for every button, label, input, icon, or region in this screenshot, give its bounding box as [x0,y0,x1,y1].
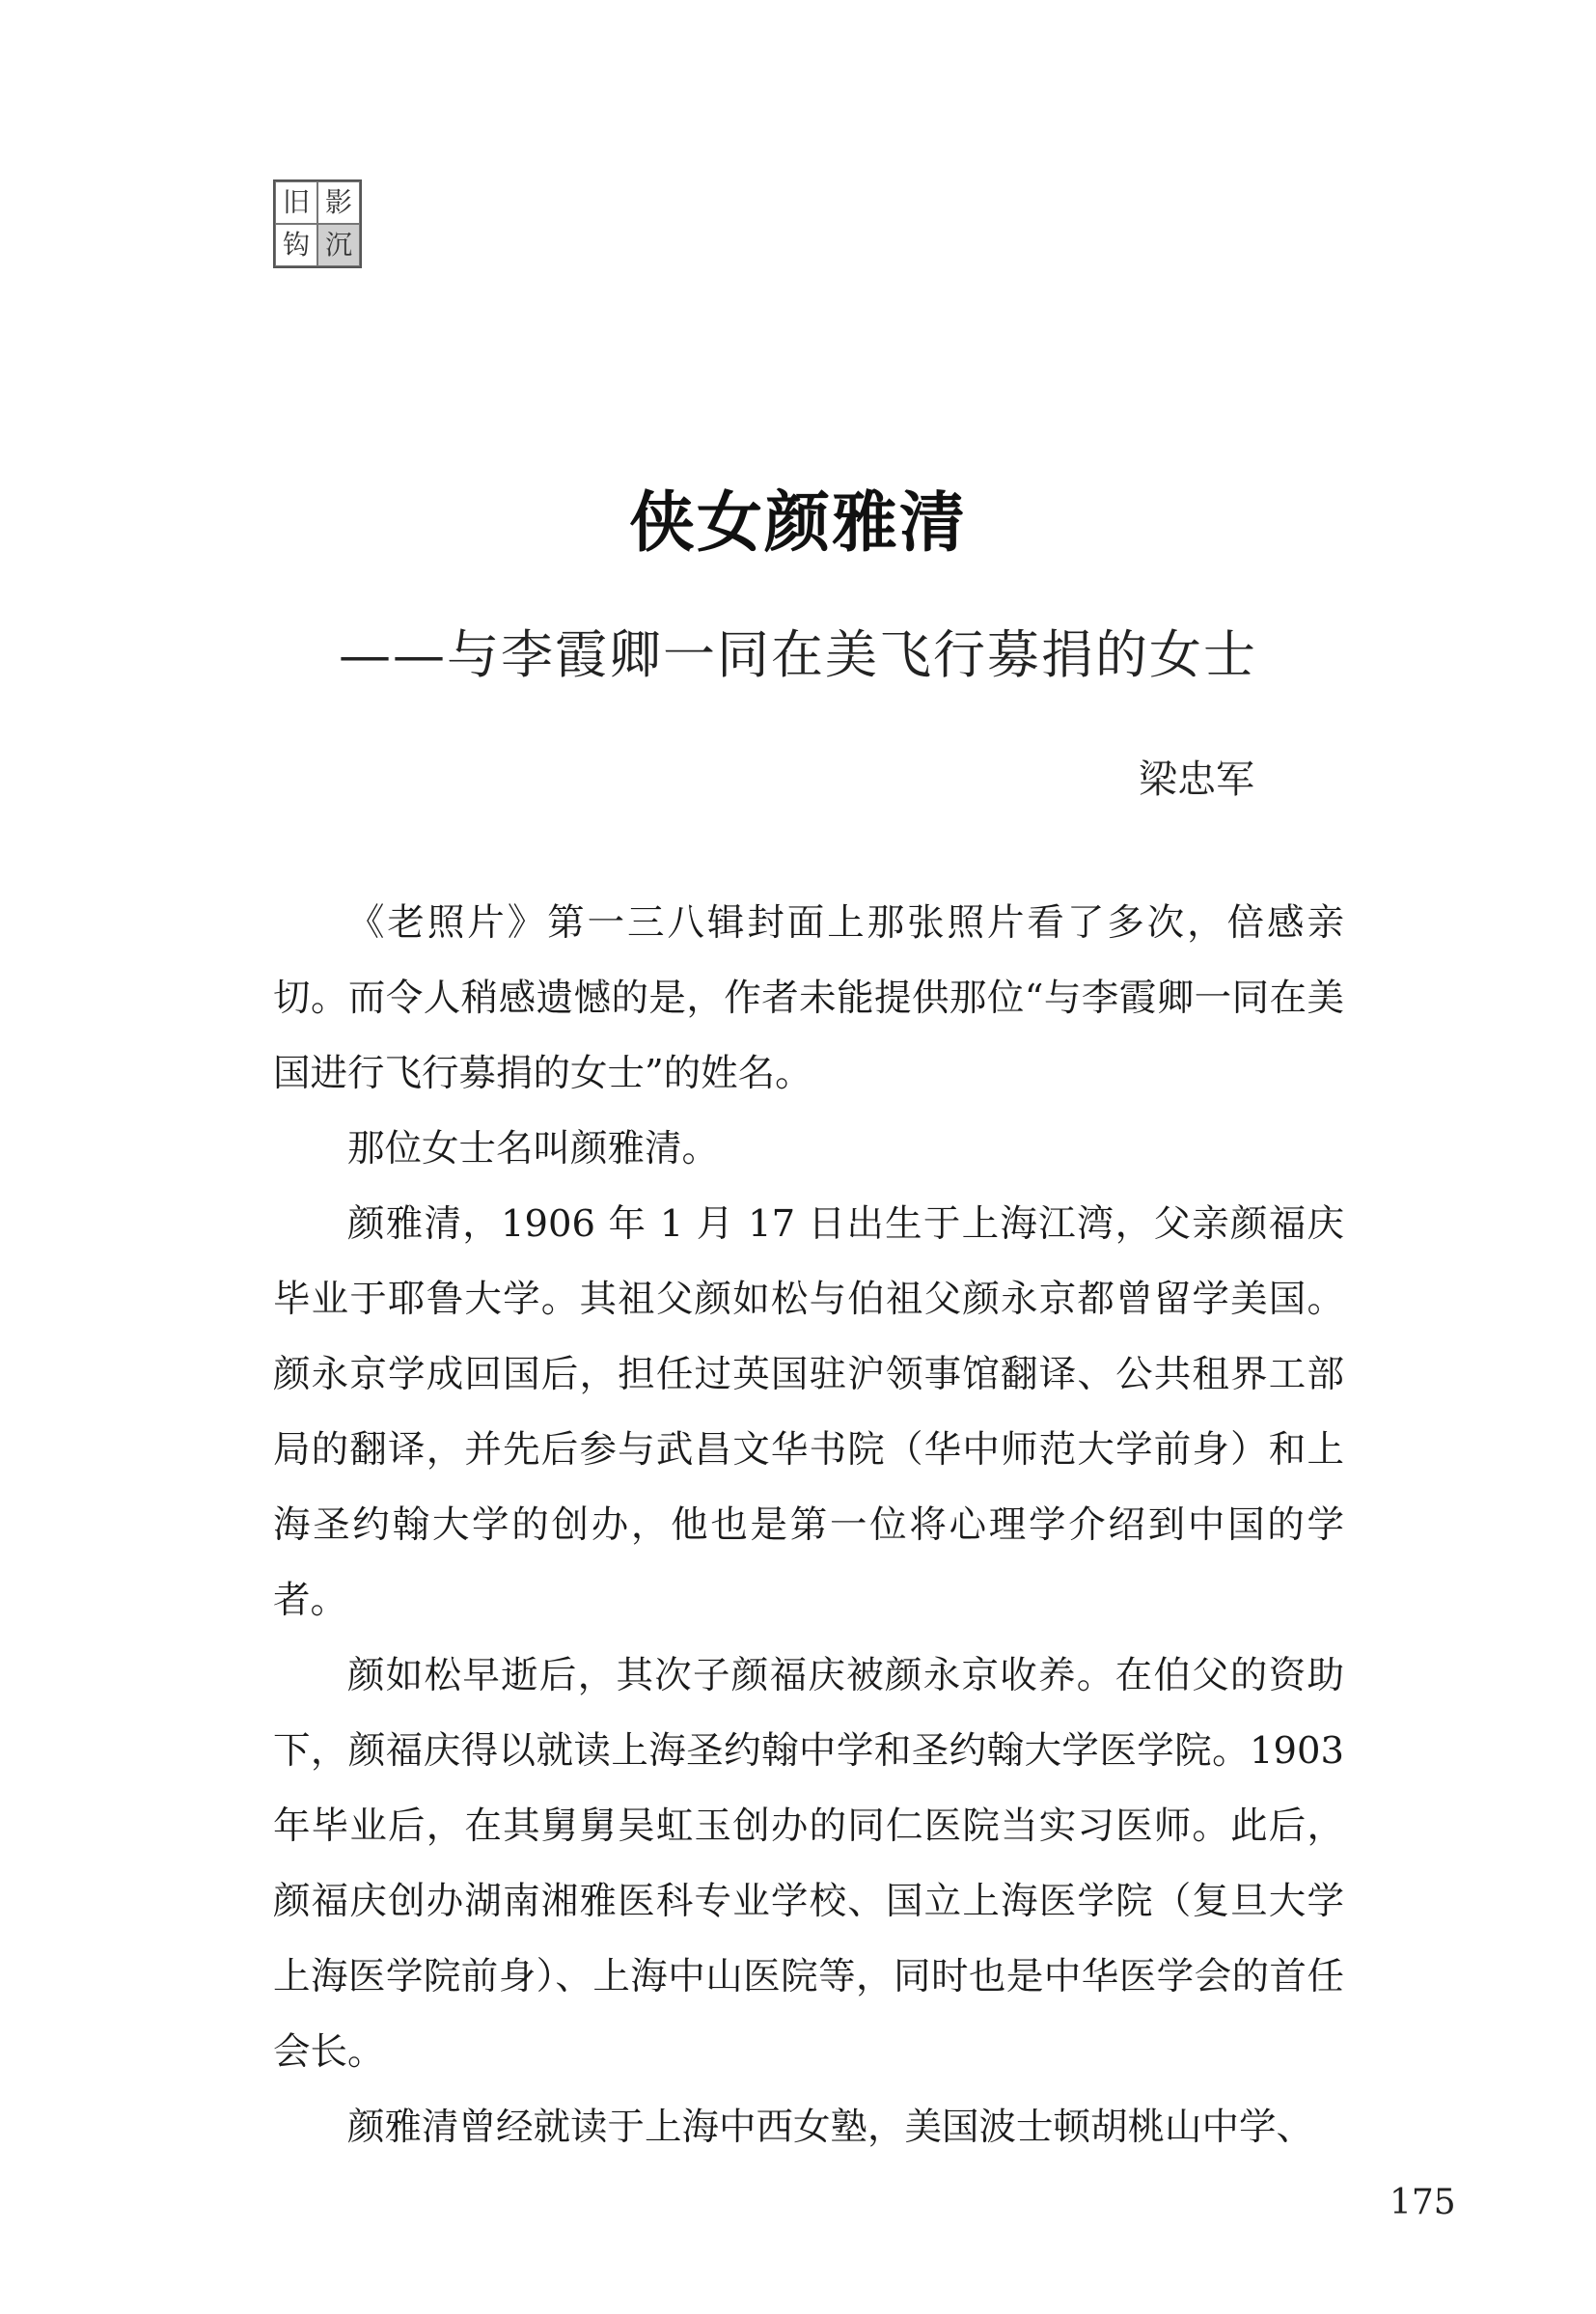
column-logo-cell: 沉 [317,224,360,266]
paragraph: 那位女士名叫颜雅清。 [347,1127,720,1171]
column-logo-cell: 旧 [275,181,317,224]
paragraph: 颜雅清，1906 年 1 月 17 日出生于上海江湾，父亲颜福庆毕业于耶鲁大学。其祖父颜如松与伯祖父颜永京都曾留学美国。颜永京学成回国后，担任过英国驻沪领事馆翻译、公共租界工部局的翻译，并先后参与武昌文华书院（华中师范大学前身）和上海圣约翰大学的创办，他也是第一位将心理学介绍到中国的学者。 [273,1202,1344,1622]
author-name: 梁忠军 [1139,758,1254,802]
article-title: 侠女颜雅清 [628,485,967,562]
column-logo-cell: 影 [317,181,360,224]
paragraph: 颜雅清曾经就读于上海中西女塾，美国波士顿胡桃山中学、 [347,2106,1314,2149]
paragraph: 颜如松早逝后，其次子颜福庆被颜永京收养。在伯父的资助下，颜福庆得以就读上海圣约翰中学和圣约翰大学医学院。1903 年毕业后，在其舅舅吴虹玉创办的同仁医院当实习医师。此后，颜福庆创办湖南湘雅医科专业学校、国立上海医学院（复旦大学上海医学院前身）、上海中山医院等，同时也是中华医学会的首任会长。 [273,1654,1344,2074]
paragraph: 《老照片》第一三八辑封面上那张照片看了多次，倍感亲切。而令人稍感遗憾的是，作者未能提供那位“与李霞卿一同在美国进行飞行募捐的女士”的姓名。 [273,901,1344,1095]
article-body [273,886,1344,2165]
page-number: 175 [1390,2183,1456,2222]
article-subtitle: ——与李霞卿一同在美飞行募捐的女士 [339,624,1257,685]
column-logo-cell: 钩 [275,224,317,266]
column-logo [273,179,362,268]
